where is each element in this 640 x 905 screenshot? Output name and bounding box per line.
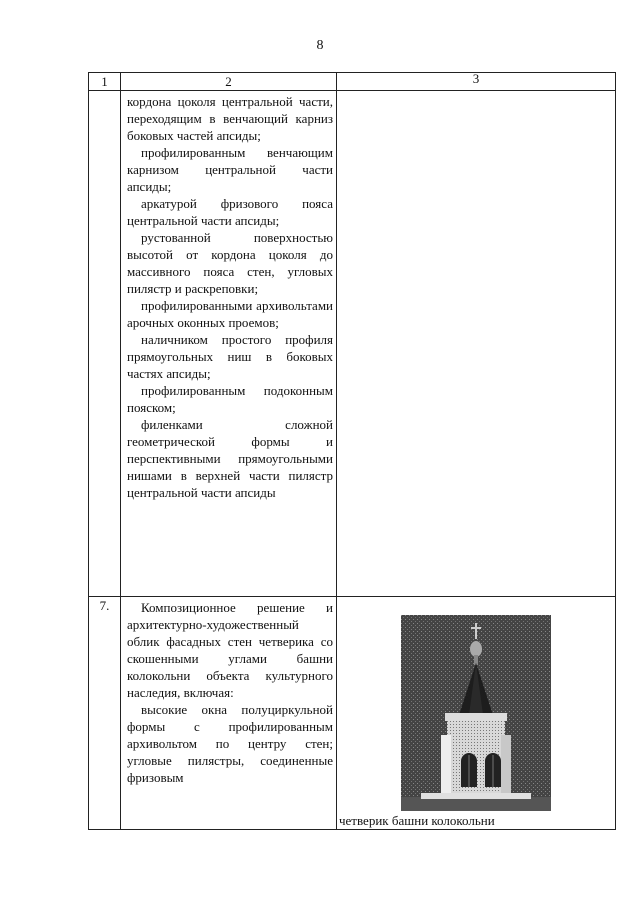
description-paragraph: Композиционное решение и архитектурно-художественный облик фасадных стен четверика со скошенными углами башни колокольни объекта культурного наследия, включая: [127, 600, 333, 700]
description-paragraph: профилированным венчающим карнизом центральной части апсиды; [127, 145, 333, 194]
header-col-3: 3 [337, 73, 616, 91]
row-number [89, 91, 121, 597]
description-paragraph: высокие окна полуциркульной формы с профилированным архивольтом по центру стен; угловые пилястры, соединенные фризовым [127, 702, 333, 785]
illustration-cell [337, 597, 616, 830]
header-col-2: 2 [121, 73, 337, 91]
description-paragraph: профилированными архивольтами арочных оконных проемов; [127, 298, 333, 330]
description-paragraph: аркатурой фризового пояса центральной части апсиды; [127, 196, 333, 228]
description-paragraph: филенками сложной геометрической формы и перспективными прямоугольными нишами в верхней части пилястр центральной части апсиды [127, 417, 333, 500]
table-row [89, 91, 616, 597]
bell-tower-photo [401, 615, 551, 811]
table-header-row [89, 73, 616, 91]
header-col-1: 1 [89, 73, 121, 91]
description-cell [121, 91, 337, 597]
table-row [89, 597, 616, 830]
description-cell [121, 597, 337, 830]
description-paragraph: наличником простого профиля прямоугольных ниш в боковых частях апсиды; [127, 332, 333, 381]
page-number: 8 [316, 38, 324, 53]
description-paragraph: рустованной поверхностью высотой от кордона цоколя до массивного пояса стен, угловых пилястр и раскреповки; [127, 230, 333, 296]
description-paragraph: кордона цоколя центральной части, переходящим в венчающий карниз боковых частей апсиды; [127, 94, 333, 143]
monument-description-table [88, 72, 616, 830]
illustration-cell [337, 91, 616, 597]
row-number: 7. [89, 597, 121, 830]
photo-caption: четверик башни колокольни [339, 813, 495, 828]
description-paragraph: профилированным подоконным пояском; [127, 383, 333, 415]
